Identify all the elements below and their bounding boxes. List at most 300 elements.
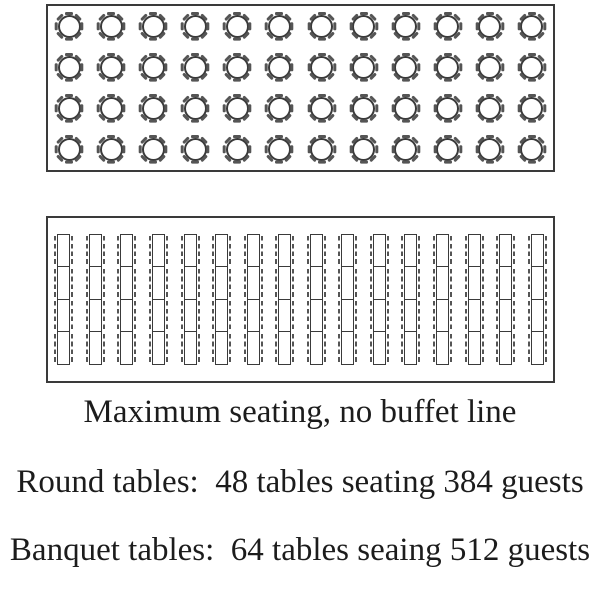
banquet-table [215,331,228,365]
round-table [216,129,258,170]
banquet-table [373,234,386,268]
chair-mark-icon [65,12,73,15]
chair-mark-icon [275,94,283,97]
chair-mark-icon [291,64,294,72]
banquet-table-column [278,234,291,366]
round-table [385,88,427,129]
chair-mark-icon [318,135,326,138]
round-table [258,129,300,170]
round-table [469,47,511,88]
chair-mark-icon [318,79,326,82]
banquet-table [184,266,197,300]
chair-mark-icon [123,64,126,72]
chair-mark-icon [55,23,58,31]
chair-mark-icon [307,23,310,31]
banquet-table [531,299,544,333]
banquet-table [373,266,386,300]
chair-mark-icon [444,12,452,15]
round-tables-summary: Round tables: 48 tables seating 384 guests [16,464,584,500]
chair-mark-icon [502,105,505,113]
chair-mark-icon [65,53,73,56]
banquet-table-column [531,234,544,366]
chair-mark-icon [486,53,494,56]
banquet-table [310,299,323,333]
chair-mark-icon [107,120,115,123]
banquet-table [436,266,449,300]
chair-mark-icon [318,94,326,97]
chair-mark-icon [528,94,536,97]
round-table [216,47,258,88]
round-table [511,6,553,47]
banquet-table [341,331,354,365]
chair-mark-icon [307,146,310,154]
chair-mark-icon [97,146,100,154]
chair-mark-icon [402,53,410,56]
chair-mark-icon [417,105,420,113]
chair-mark-icon [291,105,294,113]
banquet-table [341,266,354,300]
banquet-table [373,299,386,333]
chair-mark-icon [165,64,168,72]
round-table [174,129,216,170]
chair-mark-icon [149,53,157,56]
chair-mark-icon [191,38,199,41]
chair-mark-icon [518,64,521,72]
round-table [48,88,90,129]
chair-mark-icon [149,94,157,97]
banquet-table [468,299,481,333]
banquet-table-column [436,234,449,366]
chair-mark-icon [375,64,378,72]
banquet-table-column [120,234,133,366]
banquet-table [373,331,386,365]
banquet-table-column [247,234,260,366]
chair-mark-icon [502,23,505,31]
chair-mark-icon [444,79,452,82]
banquet-table [120,331,133,365]
banquet-table [57,299,70,333]
chair-mark-icon [360,135,368,138]
seating-subtitle: Maximum seating, no buffet line [83,394,517,430]
chair-mark-icon [107,161,115,164]
chair-mark-icon [402,12,410,15]
chair-mark-icon [318,38,326,41]
banquet-table [278,266,291,300]
chair-mark-icon [291,146,294,154]
chair-mark-icon [360,120,368,123]
chair-mark-icon [65,94,73,97]
chair-mark-icon [360,38,368,41]
chair-mark-icon [375,146,378,154]
banquet-table-column [89,234,102,366]
banquet-table-column [341,234,354,366]
chair-mark-icon [191,161,199,164]
chair-mark-icon [165,23,168,31]
banquet-table [215,299,228,333]
chair-mark-icon [81,23,84,31]
round-table [216,88,258,129]
banquet-table [278,331,291,365]
round-table [132,6,174,47]
chair-mark-icon [139,23,142,31]
banquet-table [310,331,323,365]
round-table [300,88,342,129]
chair-mark-icon [223,23,226,31]
chair-mark-icon [349,64,352,72]
chair-mark-icon [349,146,352,154]
banquet-table [436,331,449,365]
chair-mark-icon [249,64,252,72]
chair-mark-icon [486,161,494,164]
banquet-table [89,331,102,365]
chair-mark-icon [149,135,157,138]
banquet-table [499,331,512,365]
chair-mark-icon [486,12,494,15]
chair-mark-icon [402,79,410,82]
banquet-table [184,331,197,365]
banquet-table [215,234,228,268]
chair-mark-icon [333,23,336,31]
chair-mark-icon [528,38,536,41]
chair-mark-icon [233,38,241,41]
banquet-table [310,266,323,300]
round-table [300,47,342,88]
round-table [469,88,511,129]
round-table [90,129,132,170]
chair-mark-icon [307,105,310,113]
chair-mark-icon [476,23,479,31]
chair-mark-icon [459,146,462,154]
chair-mark-icon [417,23,420,31]
round-table [132,47,174,88]
banquet-table [57,331,70,365]
round-table [385,129,427,170]
chair-mark-icon [444,161,452,164]
chair-mark-icon [149,38,157,41]
chair-mark-icon [107,94,115,97]
round-table [343,88,385,129]
chair-mark-icon [233,135,241,138]
round-table [90,47,132,88]
banquet-table [531,234,544,268]
round-table [427,129,469,170]
chair-mark-icon [375,105,378,113]
chair-mark-icon [107,79,115,82]
banquet-table [499,299,512,333]
round-table [132,129,174,170]
chair-mark-icon [275,161,283,164]
chair-mark-icon [486,94,494,97]
chair-mark-icon [459,105,462,113]
chair-mark-icon [444,53,452,56]
round-table [469,129,511,170]
chair-mark-icon [191,94,199,97]
banquet-table-column [499,234,512,366]
banquet-table [57,234,70,268]
banquet-table [404,266,417,300]
chair-mark-icon [81,64,84,72]
chair-mark-icon [307,64,310,72]
chair-mark-icon [233,120,241,123]
round-table [469,6,511,47]
chair-mark-icon [360,53,368,56]
chair-mark-icon [391,23,394,31]
chair-mark-icon [275,135,283,138]
chair-mark-icon [97,64,100,72]
chair-mark-icon [249,105,252,113]
chair-mark-icon [181,64,184,72]
banquet-table [247,266,260,300]
banquet-table [89,234,102,268]
banquet-table [341,299,354,333]
banquet-table [89,299,102,333]
chair-mark-icon [207,146,210,154]
chair-mark-icon [191,120,199,123]
banquet-table [152,234,165,268]
chair-mark-icon [486,120,494,123]
chair-mark-icon [55,105,58,113]
banquet-table [404,331,417,365]
round-table [385,47,427,88]
round-table [48,6,90,47]
round-table [343,6,385,47]
chair-mark-icon [486,135,494,138]
chair-mark-icon [55,64,58,72]
chair-mark-icon [544,23,547,31]
chair-mark-icon [402,161,410,164]
chair-mark-icon [233,53,241,56]
round-table [90,6,132,47]
chair-mark-icon [181,23,184,31]
banquet-table [247,234,260,268]
banquet-table [310,234,323,268]
chair-mark-icon [349,105,352,113]
chair-mark-icon [275,12,283,15]
chair-mark-icon [181,146,184,154]
round-table [90,88,132,129]
banquet-tables-summary: Banquet tables: 64 tables seaing 512 guests [9,532,591,568]
banquet-table [120,266,133,300]
chair-mark-icon [223,105,226,113]
banquet-table [468,331,481,365]
chair-mark-icon [165,105,168,113]
banquet-table [89,266,102,300]
chair-mark-icon [360,79,368,82]
banquet-table [468,234,481,268]
chair-mark-icon [486,38,494,41]
chair-mark-icon [65,135,73,138]
chair-mark-icon [275,120,283,123]
chair-mark-icon [318,12,326,15]
chair-mark-icon [476,146,479,154]
chair-mark-icon [544,146,547,154]
round-table [132,88,174,129]
chair-mark-icon [333,64,336,72]
chair-mark-icon [81,105,84,113]
chair-mark-icon [486,79,494,82]
chair-mark-icon [318,120,326,123]
chair-mark-icon [191,79,199,82]
round-table [300,129,342,170]
chair-mark-icon [528,135,536,138]
chair-mark-icon [207,64,210,72]
banquet-table [341,234,354,268]
banquet-table [278,299,291,333]
chair-mark-icon [502,146,505,154]
banquet-table [278,234,291,268]
banquet-table [120,299,133,333]
chair-mark-icon [528,12,536,15]
banquet-table-column [310,234,323,366]
chair-mark-icon [207,23,210,31]
chair-mark-icon [433,105,436,113]
chair-mark-icon [433,146,436,154]
chair-mark-icon [360,12,368,15]
round-table [427,47,469,88]
chair-mark-icon [402,120,410,123]
chair-mark-icon [476,105,479,113]
round-table [511,129,553,170]
round-tables-room [46,4,555,172]
chair-mark-icon [107,38,115,41]
banquet-table-column [152,234,165,366]
chair-mark-icon [444,38,452,41]
chair-mark-icon [149,120,157,123]
round-table [174,47,216,88]
chair-mark-icon [444,94,452,97]
banquet-table [247,331,260,365]
chair-mark-icon [123,105,126,113]
chair-mark-icon [65,38,73,41]
chair-mark-icon [375,23,378,31]
chair-mark-icon [391,64,394,72]
chair-mark-icon [149,12,157,15]
banquet-table-column [184,234,197,366]
round-table [48,129,90,170]
chair-mark-icon [391,105,394,113]
chair-mark-icon [275,53,283,56]
chair-mark-icon [502,64,505,72]
banquet-table [499,266,512,300]
chair-mark-icon [444,135,452,138]
chair-mark-icon [249,146,252,154]
chair-mark-icon [191,12,199,15]
banquet-table [215,266,228,300]
chair-mark-icon [139,105,142,113]
chair-mark-icon [223,64,226,72]
chair-mark-icon [528,161,536,164]
round-table [174,88,216,129]
chair-mark-icon [65,79,73,82]
banquet-table [404,299,417,333]
banquet-table [499,234,512,268]
chair-mark-icon [81,146,84,154]
round-table [427,88,469,129]
round-table [511,88,553,129]
chair-mark-icon [275,38,283,41]
chair-mark-icon [402,38,410,41]
chair-mark-icon [518,146,521,154]
chair-mark-icon [191,135,199,138]
chair-mark-icon [233,94,241,97]
chair-mark-icon [318,161,326,164]
chair-mark-icon [518,105,521,113]
chair-mark-icon [544,105,547,113]
chair-mark-icon [275,79,283,82]
chair-mark-icon [402,135,410,138]
banquet-table [152,331,165,365]
chair-mark-icon [333,105,336,113]
banquet-table-column [468,234,481,366]
chair-mark-icon [233,161,241,164]
round-table [48,47,90,88]
chair-mark-icon [518,23,521,31]
chair-mark-icon [97,23,100,31]
banquet-table [57,266,70,300]
banquet-table [531,266,544,300]
chair-mark-icon [318,53,326,56]
banquet-table [152,299,165,333]
chair-mark-icon [223,146,226,154]
banquet-table [184,299,197,333]
banquet-table [436,234,449,268]
chair-mark-icon [476,64,479,72]
chair-mark-icon [528,120,536,123]
chair-mark-icon [444,120,452,123]
chair-mark-icon [391,146,394,154]
banquet-table [184,234,197,268]
chair-mark-icon [544,64,547,72]
banquet-table-column [404,234,417,366]
round-table [511,47,553,88]
chair-mark-icon [249,23,252,31]
chair-mark-icon [149,79,157,82]
chair-mark-icon [528,53,536,56]
chair-mark-icon [433,23,436,31]
banquet-table [404,234,417,268]
banquet-tables-room [46,216,555,383]
chair-mark-icon [207,105,210,113]
banquet-table-column [215,234,228,366]
chair-mark-icon [107,135,115,138]
chair-mark-icon [107,53,115,56]
chair-mark-icon [417,146,420,154]
round-table [258,6,300,47]
chair-mark-icon [233,12,241,15]
chair-mark-icon [107,12,115,15]
chair-mark-icon [459,23,462,31]
chair-mark-icon [65,120,73,123]
banquet-table [247,299,260,333]
chair-mark-icon [360,161,368,164]
chair-mark-icon [291,23,294,31]
banquet-table [531,331,544,365]
chair-mark-icon [360,94,368,97]
round-table [258,88,300,129]
round-table [343,47,385,88]
round-table [427,6,469,47]
chair-mark-icon [123,146,126,154]
chair-mark-icon [55,146,58,154]
chair-mark-icon [181,105,184,113]
chair-mark-icon [65,161,73,164]
chair-mark-icon [402,94,410,97]
chair-mark-icon [333,146,336,154]
chair-mark-icon [191,53,199,56]
banquet-table [120,234,133,268]
chair-mark-icon [139,64,142,72]
round-table [258,47,300,88]
